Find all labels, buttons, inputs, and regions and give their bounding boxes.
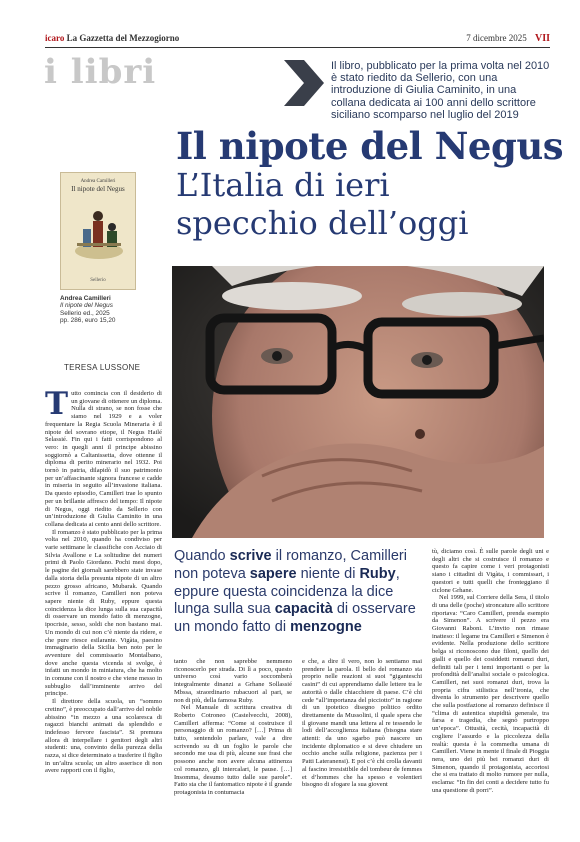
portrait-illustration — [172, 266, 544, 538]
cover-author: Andrea Camilleri — [80, 179, 116, 184]
pull-quote-emphasis: Ruby — [359, 565, 396, 582]
pull-quote-emphasis: sapere — [249, 565, 297, 582]
pull-quote-text: niente di — [296, 565, 360, 582]
paragraph: utto comincia con il desiderio di un giovane di ottenere un diploma. Nulla di strano, se non fosse che siamo nel 1929 e a voler frequentare la Regia Scuola Mineraria è il nipote del sovrano etiope, il Negus Hailé Selassié. Fin qui i fatti corrispondono al vero: in quegli anni il principe abissino soggiornò a Caltanissetta, dove ottenne il diploma di perito minerario nel 1932. Poi tornò in patria, dilapidò il suo patrimonio per un’affascinante signora francese e cadde in miseria in seguito all’invasione italiana. Da questo episodio, Camilleri trae lo spunto per un brillante affresco del tempo: Il nipote di Negus, oggi riedito da Sellerio con un’introduzione di Giulia Caminito in una collana dedicata ai cento anni dello scrittore. — [45, 390, 162, 528]
drop-cap: T — [45, 386, 69, 422]
author-photo — [172, 266, 544, 538]
page-title: Il nipote del Negus — [176, 124, 564, 168]
article-column-2 — [174, 658, 292, 797]
paragraph: Il direttore della scuola, un “sommo cretino”, è preoccupato dall’arrivo del nobile abissino “in mezzo a una scolaresca di ragazzi bianchi animati da splendido e indefesso fervore fascista”. Si premura allora di interpellare i genitori degli altri studenti: una, convinto della purezza della razza, si dice determinato a trasferire il figlio in un’altra scuola; un altro asserisce di non avere rapporti con il figlio, — [45, 698, 162, 775]
pull-quote-emphasis: menzogne — [290, 619, 362, 636]
caption-details: pp. 286, euro 15,20 — [60, 317, 116, 325]
caption-publisher: Sellerio ed., 2025 — [60, 309, 110, 317]
caption-title: Il nipote del Negus — [60, 302, 113, 310]
article-dek: Il libro, pubblicato per la prima volta nel 2010 è stato riedito da Sellerio, con una introduzione di Giulia Caminito, in una collana dedicata ai 100 anni dello scrittore siciliano scomparso nel luglio del 2019 — [331, 60, 550, 121]
book-caption — [60, 295, 170, 325]
cover-title: Il nipote del Negus — [71, 185, 125, 193]
page-number: VII — [534, 33, 550, 44]
chevron-right-icon — [284, 60, 324, 106]
article-column-1 — [45, 386, 162, 775]
article-column-3 — [302, 658, 422, 789]
paragraph: tù, diciamo così. È sulle parole degli uni e degli altri che si costruisce il romanzo e questo fa capire come i veri protagonisti siano i cittadini di Vigàta, i commissari, i questori e tutti quelli che fronteggiano il ciclone Grhane. — [432, 548, 549, 594]
pull-quote-text: Quando — [174, 548, 230, 564]
pull-quote-emphasis: scrive — [229, 548, 272, 564]
article-subhead — [176, 166, 556, 242]
section-title: i libri — [44, 52, 157, 92]
cover-illustration — [69, 203, 129, 263]
pull-quote-text: il romanzo, Camilleri non poteva — [174, 548, 407, 582]
paragraph: Nel Manuale di scrittura creativa di Roberto Cotroneo (Castelvecchi, 2008), Camilleri afferma: “Come si costruisce il personaggio di un romanzo? […] Prima di tutto, sentendolo parlare, vale a dire scrivendo su di un foglio le parole che secondo me usa di più, alcune sue frasi che possono anche non avere alcuna attinenza col romanzo, gli intercalari, le pause. […] Insomma, desumo tutto dalle sue parole”. Fatto sta che il fantomatico nipote è il grande protagonista in contumacia — [174, 704, 292, 796]
subhead-line: specchio dell’oggi — [176, 204, 469, 242]
pull-quote-text: di osservare un mondo fatto di — [174, 601, 416, 636]
cover-publisher: Sellerio — [90, 278, 106, 283]
paragraph: Il romanzo è stato pubblicato per la prima volta nel 2010, quando ha condiviso per varie settimane le classifiche con Acciaio di Silvia Avallone e La solitudine dei numeri primi di Paolo Giordano. Pochi mesi dopo, le pagine dei giornali sarebbero state invase dalla storia della presunta nipote di un altro pezzo grosso africano, Mubarak. Quando scrive il romanzo, Camilleri non poteva sapere niente di Ruby, eppure questa coincidenza la dice lunga sulla sua capacità di osservare un mondo fatto di menzogne, ipocrisie, sesso, soldi che non bastano mai. Un mondo di cui non c’è niente da ridere, e che pure riesce esilarante. Vigàta, paesino immaginario della Sicilia ben noto per le avventure del commissario Montalbano, dove anche questa vicenda si svolge, è infatti un mondo in miniatura, che ha molto in comune con il nostro e che viene messo in subbuglio dall’imminente arrivo del principe. — [45, 528, 162, 698]
masthead-paper: La Gazzetta del Mezzogiorno — [66, 33, 180, 43]
paragraph: Nel 1999, sul Corriere della Sera, il titolo di una delle (poche) stroncature allo scrittore riportava: “Caro Camilleri, prenda esempio da Simenon”. A scrivere il pezzo era Giovanni Raboni. L’invito non rimase inatteso: il legame tra Camilleri e Simenon è evidente. Nella produzione dello scrittore belga si riconoscono due filoni, quello dei gialli e quello dei cosiddetti romanzi duri, definiti tali per i temi importanti o per la profondità dell’analisi sociale o psicologica. Camilleri, nei suoi romanzi duri, trova la propria cifra stilistica nell’ironia, che diventa lo strumento per descrivere quello che sulla postfazione al romanzo definisce il “clima di autentica stupidità generale, tra farsa e tragedia, che segnò purtroppo un’epoca”. Ottusità, cecità, incapacità di cogliere l’assurdo e la piccolezza della realtà: questa è la commedia umana di Camilleri. Viene in mente il finale di Pioggia nera, uno dei più bei romanzi duri di Simenon, quando il protagonista, accortosi che si era trattato di molto rumore per nulla, esclama: “In fin dei conti a decidere tutto fu una questione di porri”. — [432, 594, 549, 794]
article-column-4 — [432, 548, 549, 795]
masthead-brand: icaro — [45, 33, 65, 43]
paragraph: tanto che non saprebbe nemmeno riconoscerlo per strada. Di lì a poco, questo universo così vario soccomberà integralmente dinanzi a Grhane Sollassié Mbssa, straordinario rubacuori al pari, se non di più, della famosa Ruby. — [174, 658, 292, 704]
pull-quote — [174, 548, 420, 637]
caption-author: Andrea Camilleri — [60, 295, 111, 302]
pull-quote-emphasis: capacità — [274, 601, 333, 618]
book-cover — [60, 172, 136, 290]
subhead-line: L’Italia di ieri — [176, 166, 390, 204]
masthead-date: 7 dicembre 2025 — [466, 33, 527, 43]
masthead-rule — [45, 47, 550, 48]
paragraph: e che, a dire il vero, non lo sentiamo mai prendere la parola. Il bello del romanzo sta proprio nelle reazioni si suoi “giganteschi casini” di cui apprendiamo dalle lettere tra le autorità o dalle chiacchiere di paese. C’è chi cede “all’importanza del picciotto” in ragione di un ipotetico disegno politico ordito direttamente da Mussolini, il quale spera che il giovane mandi una lettera al re tessendo le lodi dell’accoglienza italiana (bisogna stare attenti: da uno sgarbo può nascere un incidente diplomatico e si deve chiudere un occhio anche sulla religione, pazienza per i Patti Lateranensi). E poi c’è chi crolla davanti al fascino irresistibile del tombeur de femmes et d’hommes che ha spesso e volentieri bisogno di sfogare la sua giovent — [302, 658, 422, 789]
masthead — [45, 33, 550, 47]
pull-quote-text: , eppure questa coincidenza la dice lunga sulla sua — [174, 565, 400, 618]
byline: TERESA LUSSONE — [64, 363, 141, 372]
